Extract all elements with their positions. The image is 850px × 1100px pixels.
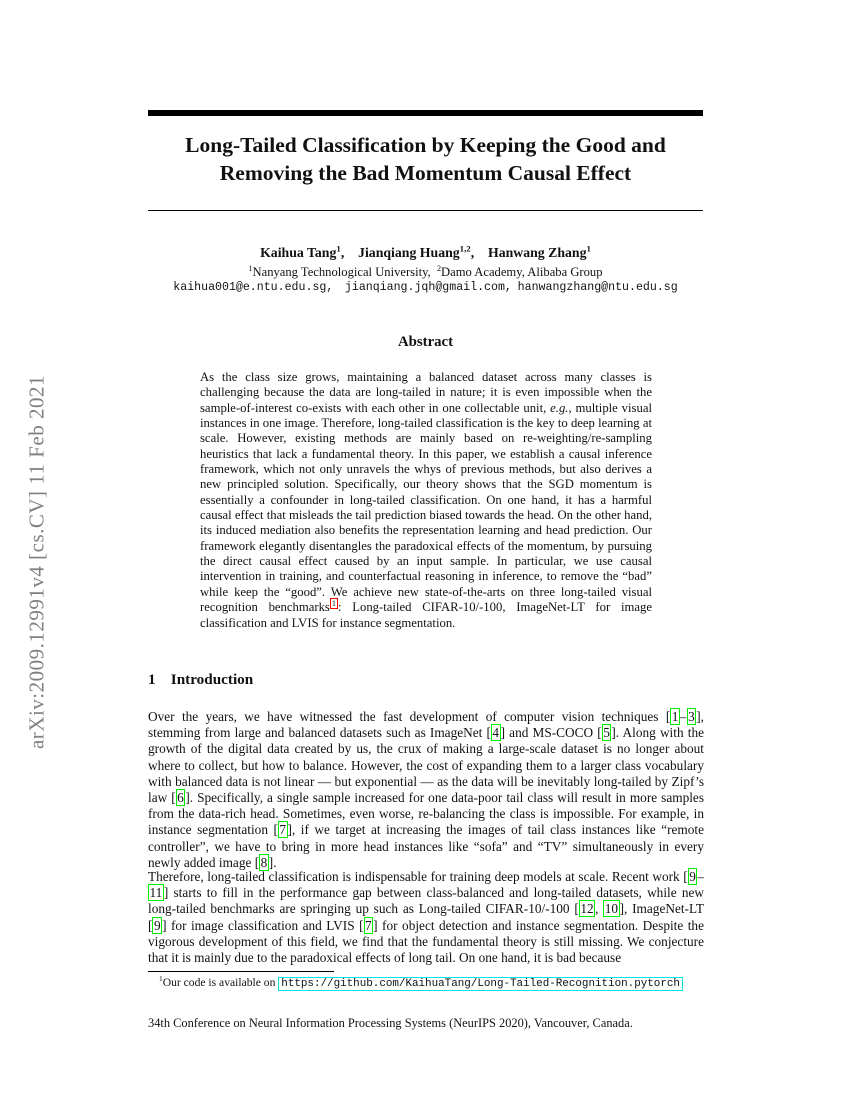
superscript: 1 <box>248 263 253 273</box>
text-run: , multiple visual instances in one image. Therefore, long-tailed classification is the key to deep learning at scale. However, existing methods are mainly based on re-weighting/re-sampling heuristics that lack a fundamental theory. In this paper, we establish a causal inference framework, which not only unravels the whys of previous methods, but also derives a new principled solution. Specifically, our theory shows that the SGD momentum is essentially a confounder in long-tailed classification. On one hand, it has a harmful causal effect that misleads the tail prediction biased towards the head. On the other hand, its induced mediation also benefits the representation learning and head prediction. Our framework elegantly disentangles the paradoxical effects of the momentum, by pursuing the direct causal effect caused by an input sample. In particular, we use causal intervention in training, and counterfactual reasoning in inference, to remove the “bad” while keep the “good”. We achieve new state-of-the-arts on three long-tailed visual recognition benchmarks <box>200 400 652 615</box>
superscript: 1 <box>586 243 591 254</box>
text-run: ] starts to fill in the performance gap between class-balanced and long-tailed datasets, while new long-tailed benchmarks are springing up such as Long-tailed CIFAR-10/-100 [ <box>148 885 704 917</box>
text-run: ] and MS-COCO [ <box>500 725 602 741</box>
text-run: As the class size grows, maintaining a balanced dataset across many classes is challenging because the data are long-tailed in nature; it is even impossible when the sample-of-interest co-exists with each other in one collectable unit, <box>200 370 652 415</box>
text-run: Kaihua Tang <box>260 245 337 260</box>
citation-link[interactable]: 12 <box>580 901 594 917</box>
text-run: , Jianqiang Huang <box>340 245 460 260</box>
text-run: ] for object detection and instance segmentation. Despite the vigorous development of this field, we find that the fundamental theory is still missing. We conjecture that it is mainly due to the paradoxical effects of long tail. On one hand, it is bad because <box>148 917 704 966</box>
superscript: 1,2 <box>459 243 471 254</box>
paper-title-line-1: Long-Tailed Classification by Keeping the Good and <box>185 133 666 157</box>
text-run: ], ImageNet-LT [ <box>148 901 705 933</box>
footnote <box>148 976 720 991</box>
text-run: – <box>679 709 687 724</box>
arxiv-watermark: arXiv:2009.12991v4 [cs.CV] 11 Feb 2021 <box>24 374 49 750</box>
affiliations-line <box>148 265 703 280</box>
citation-link[interactable]: 4 <box>492 725 500 741</box>
text-run: , <box>595 901 604 917</box>
abstract-heading: Abstract <box>397 334 454 350</box>
text-run: ] for image classification and LVIS [ <box>162 917 364 933</box>
superscript: 1 <box>159 974 163 984</box>
citation-link[interactable]: 11 <box>149 885 163 901</box>
authors-line <box>148 245 703 261</box>
superscript: 2 <box>437 263 442 273</box>
footnote-ref-link[interactable]: 1 <box>331 598 336 608</box>
text-run: ], stemming from large and balanced datasets such as ImageNet [ <box>148 709 704 741</box>
top-thick-rule <box>148 110 703 116</box>
citation-link[interactable]: 10 <box>604 901 619 917</box>
text-run: ]. Along with the growth of the digital data created by us, the crux of making a large-scale dataset is no longer about where to collect, but how to balance. However, the cost of expanding them to a larger class vocabulary with balanced data is not linear — but exponential — as the data will be inevitably long-tailed by Zipf’s law [ <box>148 725 705 806</box>
section-heading-introduction: 1 Introduction <box>148 671 254 688</box>
conference-footer: 34th Conference on Neural Information Processing Systems (NeurIPS 2020), Vancouver, Canada. <box>148 1016 633 1030</box>
superscript: 1 <box>336 243 341 254</box>
text-run: Therefore, long-tailed classification is indispensable for training deep models at scale. Recent work [ <box>148 869 688 884</box>
citation-link[interactable]: 1 <box>671 709 679 724</box>
citation-link[interactable]: 7 <box>365 917 372 933</box>
text-run: ], if we target at increasing the images of tail class instances like “remote controller”, we have to bring in more head instances like “sofa” and “TV” simultaneously in every newly added image [ <box>148 822 704 870</box>
citation-link[interactable]: 9 <box>153 917 161 933</box>
citation-link[interactable]: 3 <box>688 709 695 724</box>
title-divider <box>148 210 703 211</box>
citation-link[interactable]: 9 <box>689 869 696 884</box>
text-run: Our code is available on <box>162 976 279 989</box>
citation-link[interactable]: 5 <box>603 725 610 741</box>
footnote-divider <box>148 971 334 972</box>
text-run: Damo Academy, Alibaba Group <box>441 265 603 279</box>
text-run: , Hanwang Zhang <box>470 245 587 260</box>
italic-text: e.g. <box>550 400 569 415</box>
intro-paragraph-1 <box>148 709 704 871</box>
citation-link[interactable]: 8 <box>260 854 268 870</box>
abstract-text <box>200 370 652 631</box>
paper-title-line-2: Removing the Bad Momentum Causal Effect <box>219 160 632 185</box>
text-run: Nanyang Technological University, <box>252 265 437 279</box>
url-link[interactable]: https://github.com/KaihuaTang/Long-Tailed-Recognition.pytorch <box>278 977 683 991</box>
citation-link[interactable]: 7 <box>279 822 287 838</box>
text-run: Over the years, we have witnessed the fast development of computer vision techniques [ <box>148 709 671 724</box>
citation-link[interactable]: 6 <box>177 790 184 806</box>
paper-title <box>124 132 727 187</box>
intro-paragraph-2 <box>148 869 704 966</box>
text-run: – <box>697 869 704 884</box>
text-run: ]. Specifically, a single sample increased for one data-poor tail class will result in more samples from the data-rich head. Sometimes, even worse, re-balancing the class is impossible. For example, in instance segmentation [ <box>148 790 705 838</box>
text-run: : Long-tailed CIFAR-10/-100, ImageNet-LT for image classification and LVIS for instance segmentation. <box>200 600 652 630</box>
text-run: ]. <box>268 854 277 870</box>
emails-line: kaihua001@e.ntu.edu.sg, jianqiang.jqh@gmail.com, hanwangzhang@ntu.edu.sg <box>173 281 678 294</box>
